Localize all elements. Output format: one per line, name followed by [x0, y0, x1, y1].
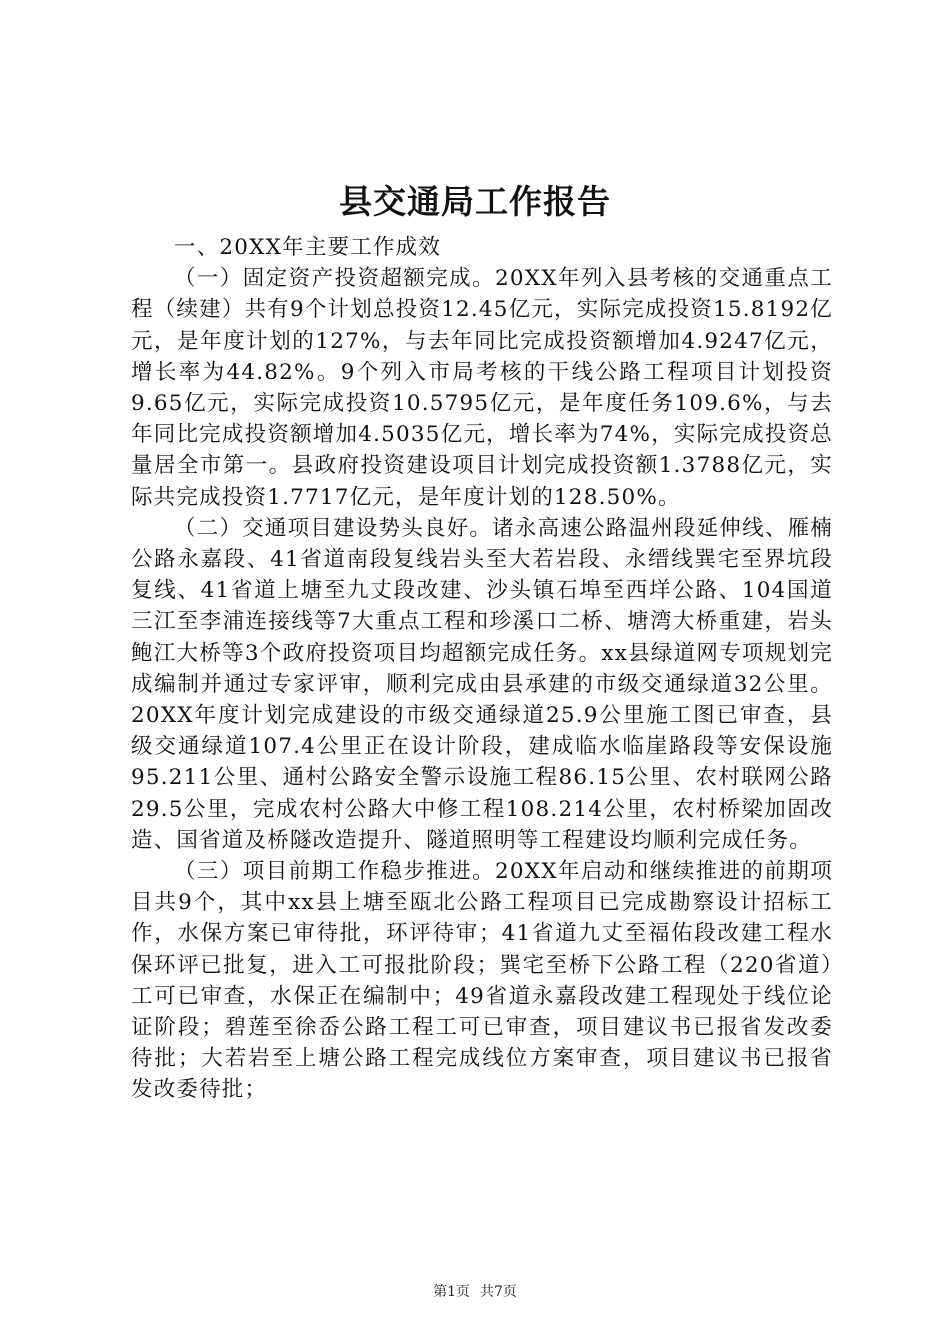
page-footer	[0, 1282, 950, 1302]
page-number: 第1页	[433, 1284, 470, 1300]
paragraph-project-construction: （二）交通项目建设势头良好。诸永高速公路温州段延伸线、雁楠公路永嘉段、41省道南段复线岩头至大若岩段、永缙线巽宅至界坑段复线、41省道上塘至九丈段改建、沙头镇石埠至西垟公路、104国道三江至李浦连接线等7大重点工程和珍溪口二桥、塘湾大桥重建，岩头鲍江大桥等3个政府投资项目均超额完成任务。xx县绿道网专项规划完成编制并通过专家评审，顺利完成由县承建的市级交通绿道32公里。20XX年度计划完成建设的市级交通绿道25.9公里施工图已审查，县级交通绿道107.4公里正在设计阶段，建成临水临崖路段等安保设施95.211公里、通村公路安全警示设施工程86.15公里、农村联网公路29.5公里，完成农村公路大中修工程108.214公里，农村桥梁加固改造、国省道及桥隧改造提升、隧道照明等工程建设均顺利完成任务。	[131, 515, 833, 853]
section-heading: 一、20XX年主要工作成效	[174, 235, 442, 260]
paragraph-preliminary-work: （三）项目前期工作稳步推进。20XX年启动和继续推进的前期项目共9个，其中xx县上塘至瓯北公路工程项目已完成勘察设计招标工作，水保方案已审待批，环评待审；41省道九丈至福佑段改建工程水保环评已批复，进入工可报批阶段；巽宅至桥下公路工程（220省道）工可已审查，水保正在编制中；49省道永嘉段改建工程现处于线位论证阶段；碧莲至徐岙公路工程工可已审查，项目建议书已报省发改委待批；大若岩至上塘公路工程完成线位方案审查，项目建议书已报省发改委待批；	[131, 859, 833, 1103]
page-total: 共7页	[480, 1284, 517, 1300]
paragraph-investment: （一）固定资产投资超额完成。20XX年列入县考核的交通重点工程（续建）共有9个计划总投资12.45亿元，实际完成投资15.8192亿元，是年度计划的127%，与去年同比完成投资额增加4.9247亿元，增长率为44.82%。9个列入市局考核的干线公路工程项目计划投资9.65亿元，实际完成投资10.5795亿元，是年度任务109.6%，与去年同比完成投资额增加4.5035亿元，增长率为74%，实际完成投资总量居全市第一。县政府投资建设项目计划完成投资额1.3788亿元，实际共完成投资1.7717亿元，是年度计划的128.50%。	[131, 266, 833, 510]
document-body	[131, 232, 833, 1106]
document-title: 县交通局工作报告	[339, 182, 611, 221]
